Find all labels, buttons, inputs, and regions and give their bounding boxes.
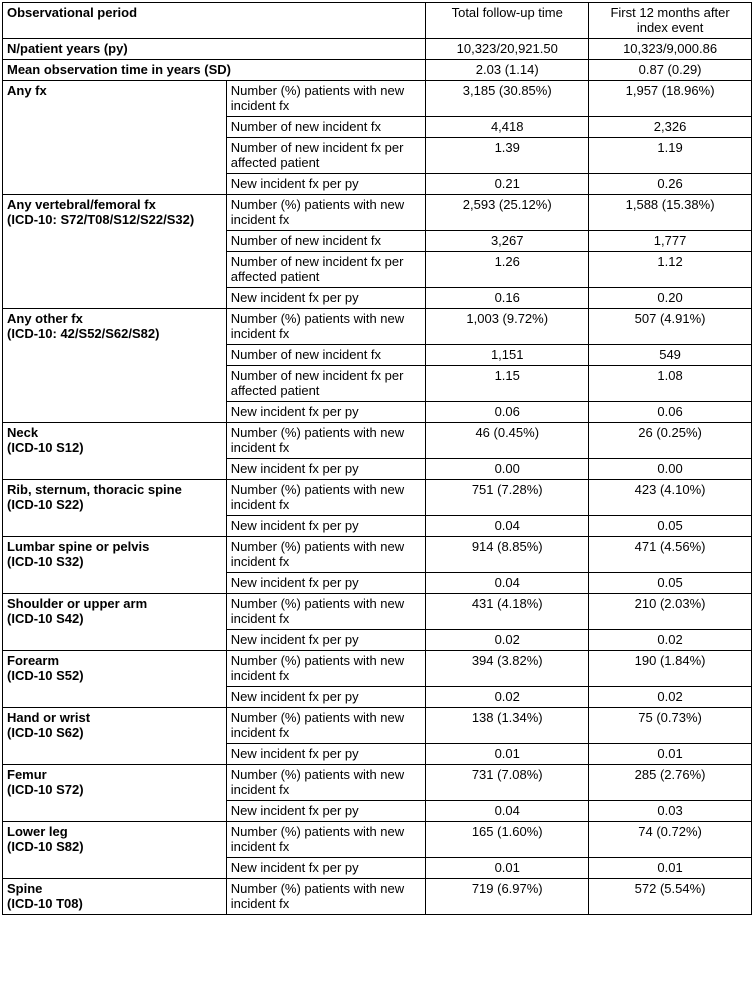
metric-cell: Number of new incident fx — [226, 345, 426, 366]
total-value: 0.21 — [426, 174, 589, 195]
group-label: Any other fx — [7, 311, 83, 326]
summary-total: 10,323/20,921.50 — [426, 39, 589, 60]
table-row — [3, 651, 752, 687]
metric-cell: Number (%) patients with new incident fx — [226, 708, 426, 744]
group-label: Femur — [7, 767, 47, 782]
group-icd-code: (ICD-10: 42/S52/S62/S82) — [7, 326, 160, 341]
group-icd-code: (ICD-10 S52) — [7, 668, 84, 683]
first12-value: 0.03 — [589, 801, 752, 822]
first12-value: 74 (0.72%) — [589, 822, 752, 858]
group-icd-code: (ICD-10 S32) — [7, 554, 84, 569]
total-value: 0.04 — [426, 801, 589, 822]
total-value: 431 (4.18%) — [426, 594, 589, 630]
metric-cell: New incident fx per py — [226, 744, 426, 765]
first12-value: 507 (4.91%) — [589, 309, 752, 345]
group-label: Lower leg — [7, 824, 68, 839]
group-label: Lumbar spine or pelvis — [7, 539, 150, 554]
table-row — [3, 708, 752, 744]
first12-value: 0.00 — [589, 459, 752, 480]
first12-value: 0.06 — [589, 402, 752, 423]
metric-cell: Number of new incident fx per affected patient — [226, 366, 426, 402]
first12-value: 190 (1.84%) — [589, 651, 752, 687]
metric-cell: New incident fx per py — [226, 630, 426, 651]
total-value: 0.04 — [426, 516, 589, 537]
first12-value: 1.08 — [589, 366, 752, 402]
first12-value: 471 (4.56%) — [589, 537, 752, 573]
total-value: 46 (0.45%) — [426, 423, 589, 459]
total-value: 1.39 — [426, 138, 589, 174]
metric-cell: New incident fx per py — [226, 402, 426, 423]
group-label-cell — [3, 708, 227, 765]
first12-value: 285 (2.76%) — [589, 765, 752, 801]
first12-value: 0.01 — [589, 858, 752, 879]
group-icd-code: (ICD-10 T08) — [7, 896, 83, 911]
table-body — [3, 3, 752, 915]
table-row — [3, 195, 752, 231]
first12-value: 1.19 — [589, 138, 752, 174]
header-row — [3, 3, 752, 39]
total-value: 1,151 — [426, 345, 589, 366]
table-row — [3, 480, 752, 516]
metric-cell: New incident fx per py — [226, 801, 426, 822]
group-label-cell — [3, 537, 227, 594]
metric-cell: New incident fx per py — [226, 288, 426, 309]
first12-value: 0.01 — [589, 744, 752, 765]
first12-value: 2,326 — [589, 117, 752, 138]
first12-value: 75 (0.73%) — [589, 708, 752, 744]
metric-cell: Number of new incident fx — [226, 117, 426, 138]
group-label: Any fx — [7, 83, 47, 98]
group-icd-code: (ICD-10 S42) — [7, 611, 84, 626]
metric-cell: Number (%) patients with new incident fx — [226, 195, 426, 231]
group-label-cell — [3, 765, 227, 822]
first12-value: 423 (4.10%) — [589, 480, 752, 516]
metric-cell: Number (%) patients with new incident fx — [226, 594, 426, 630]
metric-cell: New incident fx per py — [226, 687, 426, 708]
first12-value: 0.02 — [589, 630, 752, 651]
group-label: Hand or wrist — [7, 710, 91, 725]
metric-cell: Number (%) patients with new incident fx — [226, 480, 426, 516]
summary-label: N/patient years (py) — [3, 39, 426, 60]
first12-value: 549 — [589, 345, 752, 366]
total-value: 1,003 (9.72%) — [426, 309, 589, 345]
total-value: 4,418 — [426, 117, 589, 138]
first12-value: 0.05 — [589, 516, 752, 537]
header-total-follow-up: Total follow-up time — [426, 3, 589, 39]
group-label: Any vertebral/femoral fx — [7, 197, 156, 212]
total-value: 0.01 — [426, 744, 589, 765]
total-value: 3,185 (30.85%) — [426, 81, 589, 117]
first12-value: 1.12 — [589, 252, 752, 288]
group-label: Forearm — [7, 653, 60, 668]
summary-first12: 10,323/9,000.86 — [589, 39, 752, 60]
total-value: 3,267 — [426, 231, 589, 252]
group-label: Neck — [7, 425, 39, 440]
total-value: 0.01 — [426, 858, 589, 879]
group-icd-code: (ICD-10 S22) — [7, 497, 84, 512]
first12-value: 572 (5.54%) — [589, 879, 752, 915]
metric-cell: Number (%) patients with new incident fx — [226, 81, 426, 117]
metric-cell: Number of new incident fx per affected patient — [226, 138, 426, 174]
metric-cell: Number (%) patients with new incident fx — [226, 879, 426, 915]
header-observational-period: Observational period — [3, 3, 426, 39]
metric-cell: Number (%) patients with new incident fx — [226, 309, 426, 345]
metric-cell: Number (%) patients with new incident fx — [226, 423, 426, 459]
total-value: 914 (8.85%) — [426, 537, 589, 573]
group-label-cell — [3, 651, 227, 708]
total-value: 2,593 (25.12%) — [426, 195, 589, 231]
metric-cell: Number (%) patients with new incident fx — [226, 651, 426, 687]
metric-cell: Number of new incident fx per affected patient — [226, 252, 426, 288]
metric-cell: New incident fx per py — [226, 516, 426, 537]
table-row — [3, 537, 752, 573]
total-value: 165 (1.60%) — [426, 822, 589, 858]
total-value: 0.06 — [426, 402, 589, 423]
summary-total: 2.03 (1.14) — [426, 60, 589, 81]
first12-value: 0.05 — [589, 573, 752, 594]
metric-cell: New incident fx per py — [226, 174, 426, 195]
first12-value: 210 (2.03%) — [589, 594, 752, 630]
total-value: 0.16 — [426, 288, 589, 309]
table-row — [3, 765, 752, 801]
first12-value: 0.02 — [589, 687, 752, 708]
metric-cell: Number of new incident fx — [226, 231, 426, 252]
first12-value: 0.20 — [589, 288, 752, 309]
first12-value: 26 (0.25%) — [589, 423, 752, 459]
group-icd-code: (ICD-10 S72) — [7, 782, 84, 797]
group-label-cell — [3, 309, 227, 423]
metric-cell: Number (%) patients with new incident fx — [226, 537, 426, 573]
table-row — [3, 879, 752, 915]
total-value: 0.00 — [426, 459, 589, 480]
group-icd-code: (ICD-10 S12) — [7, 440, 84, 455]
metric-cell: Number (%) patients with new incident fx — [226, 822, 426, 858]
first12-value: 1,957 (18.96%) — [589, 81, 752, 117]
metric-cell: Number (%) patients with new incident fx — [226, 765, 426, 801]
total-value: 719 (6.97%) — [426, 879, 589, 915]
metric-cell: New incident fx per py — [226, 459, 426, 480]
group-label-cell — [3, 81, 227, 195]
total-value: 138 (1.34%) — [426, 708, 589, 744]
group-label-cell — [3, 879, 227, 915]
total-value: 731 (7.08%) — [426, 765, 589, 801]
summary-row — [3, 60, 752, 81]
table-row — [3, 423, 752, 459]
table-row — [3, 309, 752, 345]
first12-value: 0.26 — [589, 174, 752, 195]
metric-cell: New incident fx per py — [226, 573, 426, 594]
total-value: 751 (7.28%) — [426, 480, 589, 516]
group-label: Shoulder or upper arm — [7, 596, 148, 611]
total-value: 1.26 — [426, 252, 589, 288]
group-label-cell — [3, 423, 227, 480]
header-first-12-months: First 12 months after index event — [589, 3, 752, 39]
table-row — [3, 822, 752, 858]
metric-cell: New incident fx per py — [226, 858, 426, 879]
group-label-cell — [3, 594, 227, 651]
group-icd-code: (ICD-10 S62) — [7, 725, 84, 740]
total-value: 1.15 — [426, 366, 589, 402]
total-value: 394 (3.82%) — [426, 651, 589, 687]
summary-label: Mean observation time in years (SD) — [3, 60, 426, 81]
total-value: 0.04 — [426, 573, 589, 594]
total-value: 0.02 — [426, 687, 589, 708]
table-row — [3, 81, 752, 117]
table-row — [3, 594, 752, 630]
group-icd-code: (ICD-10 S82) — [7, 839, 84, 854]
group-label-cell — [3, 480, 227, 537]
group-label: Rib, sternum, thoracic spine — [7, 482, 182, 497]
summary-row — [3, 39, 752, 60]
group-icd-code: (ICD-10: S72/T08/S12/S22/S32) — [7, 212, 195, 227]
first12-value: 1,777 — [589, 231, 752, 252]
group-label-cell — [3, 822, 227, 879]
fracture-table — [2, 2, 752, 915]
first12-value: 1,588 (15.38%) — [589, 195, 752, 231]
group-label-cell — [3, 195, 227, 309]
summary-first12: 0.87 (0.29) — [589, 60, 752, 81]
group-label: Spine — [7, 881, 43, 896]
total-value: 0.02 — [426, 630, 589, 651]
